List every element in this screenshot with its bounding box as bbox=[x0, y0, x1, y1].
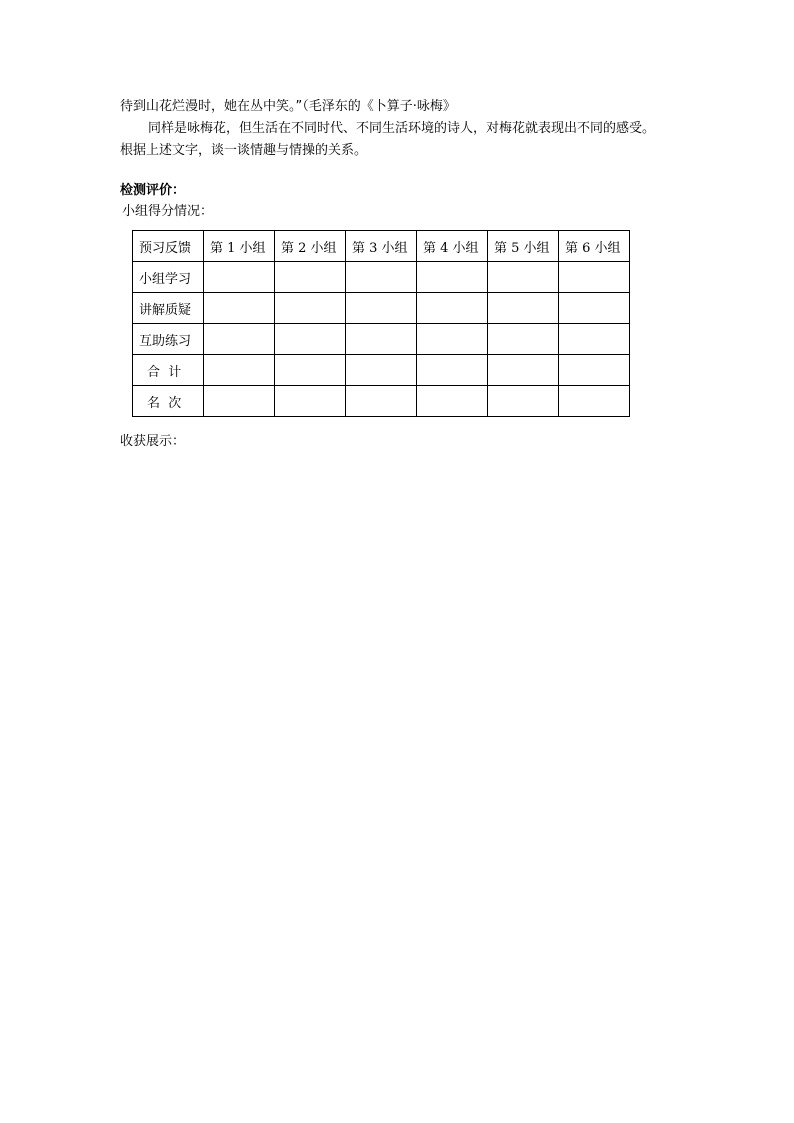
table-cell bbox=[417, 324, 488, 355]
table-cell bbox=[275, 324, 346, 355]
table-row-label: 名 次 bbox=[133, 386, 204, 417]
table-cell bbox=[417, 355, 488, 386]
table-cell bbox=[488, 324, 559, 355]
table-cell bbox=[559, 293, 630, 324]
table-cell bbox=[275, 293, 346, 324]
table-cell bbox=[204, 386, 275, 417]
table-row bbox=[133, 262, 630, 293]
table-cell bbox=[488, 386, 559, 417]
table-cell bbox=[275, 386, 346, 417]
table-row-label: 讲解质疑 bbox=[133, 293, 204, 324]
table-cell bbox=[346, 262, 417, 293]
table-header-cell: 第 2 小组 bbox=[275, 231, 346, 262]
table-header-row bbox=[133, 231, 630, 262]
table-row-label: 互助练习 bbox=[133, 324, 204, 355]
table-row-label: 小组学习 bbox=[133, 262, 204, 293]
table-cell bbox=[488, 293, 559, 324]
table-cell bbox=[346, 324, 417, 355]
harvest-label: 收获展示： bbox=[120, 434, 186, 449]
table-cell bbox=[559, 355, 630, 386]
table-row bbox=[133, 324, 630, 355]
table-header-cell: 第 1 小组 bbox=[204, 231, 275, 262]
table-cell bbox=[275, 355, 346, 386]
table-cell bbox=[488, 262, 559, 293]
table-row bbox=[133, 293, 630, 324]
group-score-subheading: 小组得分情况： bbox=[122, 204, 214, 219]
evaluation-heading: 检测评价： bbox=[120, 183, 186, 198]
table-cell bbox=[346, 355, 417, 386]
table-cell bbox=[559, 386, 630, 417]
table-cell bbox=[204, 324, 275, 355]
table-cell bbox=[204, 262, 275, 293]
question-line: 根据上述文字，谈一谈情趣与情操的关系。 bbox=[120, 143, 368, 158]
table-cell bbox=[346, 386, 417, 417]
table-cell bbox=[275, 262, 346, 293]
table-row bbox=[133, 386, 630, 417]
table-header-cell: 预习反馈 bbox=[133, 231, 204, 262]
table-cell bbox=[346, 293, 417, 324]
table-cell bbox=[488, 355, 559, 386]
table-cell bbox=[204, 293, 275, 324]
table-cell bbox=[204, 355, 275, 386]
table-header-cell: 第 4 小组 bbox=[417, 231, 488, 262]
table-header-cell: 第 5 小组 bbox=[488, 231, 559, 262]
table-cell bbox=[417, 386, 488, 417]
table-cell bbox=[559, 324, 630, 355]
table-cell bbox=[559, 262, 630, 293]
table-row-label: 合 计 bbox=[133, 355, 204, 386]
paragraph-line: 同样是咏梅花，但生活在不同时代、不同生活环境的诗人，对梅花就表现出不同的感受。 bbox=[148, 121, 656, 136]
table-header-cell: 第 6 小组 bbox=[559, 231, 630, 262]
table-row bbox=[133, 355, 630, 386]
group-score-table bbox=[132, 230, 630, 417]
table-cell bbox=[417, 293, 488, 324]
poem-citation-line: 待到山花烂漫时，她在丛中笑。”（毛泽东的《卜算子·咏梅》 bbox=[120, 99, 456, 114]
table-cell bbox=[417, 262, 488, 293]
table-header-cell: 第 3 小组 bbox=[346, 231, 417, 262]
